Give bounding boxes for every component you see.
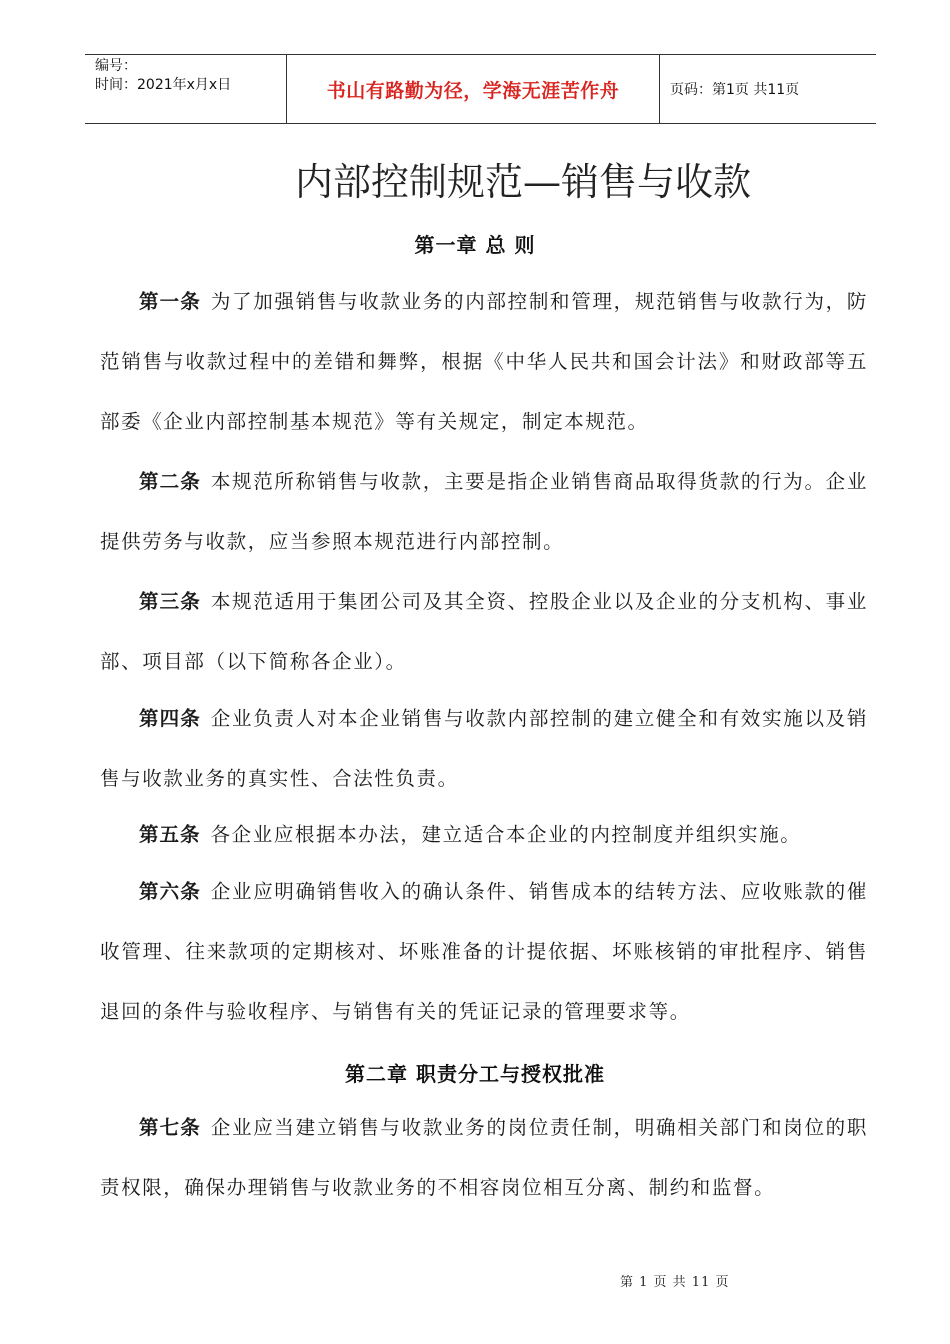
article-text: 为了加强销售与收款业务的内部控制和管理，规范销售与收款行为，防范销售与收款过程中的差错和舞弊，根据《中华人民共和国会计法》和财政部等五部委《企业内部控制基本规范》等有关规定，制定本规范。 bbox=[100, 290, 868, 433]
article-paragraph bbox=[100, 272, 868, 452]
header-page-label: 页码：第1页 共11页 bbox=[670, 82, 800, 98]
header-meta bbox=[85, 55, 286, 123]
article-paragraph bbox=[100, 572, 868, 692]
article-label: 第七条 bbox=[139, 1116, 201, 1139]
article-label: 第六条 bbox=[139, 880, 201, 903]
doc-time-label: 时间：2021年x月x日 bbox=[95, 77, 232, 93]
article-text: 企业负责人对本企业销售与收款内部控制的建立健全和有效实施以及销售与收款业务的真实性、合法性负责。 bbox=[100, 707, 868, 790]
article-paragraph bbox=[100, 862, 868, 1042]
article-text: 本规范所称销售与收款，主要是指企业销售商品取得货款的行为。企业提供劳务与收款，应当参照本规范进行内部控制。 bbox=[100, 470, 868, 553]
article-label: 第四条 bbox=[139, 707, 201, 730]
article-label: 第一条 bbox=[139, 290, 201, 313]
article-text: 各企业应根据本办法，建立适合本企业的内控制度并组织实施。 bbox=[210, 823, 802, 846]
chapter-heading: 第二章 职责分工与授权批准 bbox=[345, 1062, 605, 1086]
doc-number-label: 编号： bbox=[95, 58, 137, 74]
article-paragraph bbox=[100, 805, 868, 865]
article-label: 第五条 bbox=[139, 823, 201, 846]
page-header bbox=[85, 54, 876, 124]
document-title: 内部控制规范—销售与收款 bbox=[294, 160, 751, 204]
page-footer: 第 1 页 共 11 页 bbox=[620, 1275, 730, 1290]
header-motto: 书山有路勤为径，学海无涯苦作舟 bbox=[286, 55, 660, 123]
article-paragraph bbox=[100, 1098, 868, 1218]
article-paragraph bbox=[100, 452, 868, 572]
article-label: 第三条 bbox=[139, 590, 201, 613]
article-text: 企业应明确销售收入的确认条件、销售成本的结转方法、应收账款的催收管理、往来款项的定期核对、坏账准备的计提依据、坏账核销的审批程序、销售退回的条件与验收程序、与销售有关的凭证记录的管理要求等。 bbox=[100, 880, 868, 1023]
article-label: 第二条 bbox=[139, 470, 201, 493]
chapter-heading: 第一章 总 则 bbox=[414, 233, 536, 257]
article-paragraph bbox=[100, 689, 868, 809]
article-text: 本规范适用于集团公司及其全资、控股企业以及企业的分支机构、事业部、项目部（以下简称各企业）。 bbox=[100, 590, 868, 673]
article-text: 企业应当建立销售与收款业务的岗位责任制，明确相关部门和岗位的职责权限，确保办理销售与收款业务的不相容岗位相互分离、制约和监督。 bbox=[100, 1116, 868, 1199]
